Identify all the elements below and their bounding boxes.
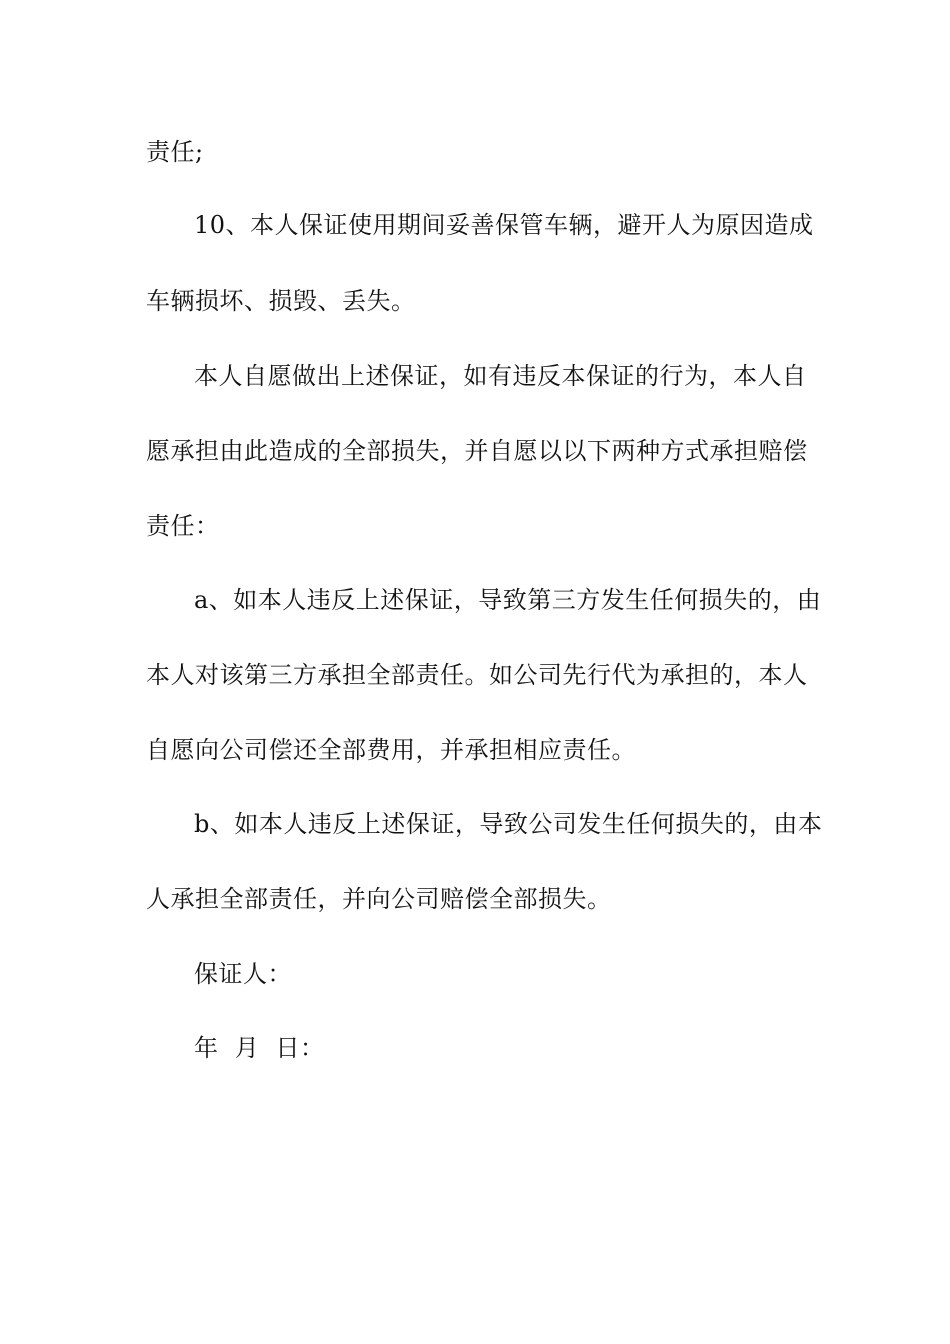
signature-label: 保证人： [194, 960, 292, 988]
text-line: 愿承担由此造成的全部损失，并自愿以以下两种方式承担赔偿 [146, 437, 808, 465]
text-line: 人承担全部责任，并向公司赔偿全部损失。 [146, 885, 612, 913]
text-line: 责任; [146, 138, 204, 166]
text-line: 自愿向公司偿还全部费用，并承担相应责任。 [146, 736, 636, 764]
text-line: 本人对该第三方承担全部责任。如公司先行代为承担的，本人 [146, 661, 808, 689]
text-line: b、如本人违反上述保证，导致公司发生任何损失的，由本 [194, 810, 823, 838]
text-line: 责任： [146, 512, 220, 540]
text-line: a、如本人违反上述保证，导致第三方发生任何损失的，由 [194, 586, 822, 614]
text-line: 本人自愿做出上述保证，如有违反本保证的行为，本人自 [194, 362, 807, 390]
text-line: 车辆损坏、损毁、丢失。 [146, 287, 416, 315]
date-label: 年 月 日： [194, 1034, 325, 1062]
text-line: 10、本人保证使用期间妥善保管车辆，避开人为原因造成 [194, 211, 814, 239]
